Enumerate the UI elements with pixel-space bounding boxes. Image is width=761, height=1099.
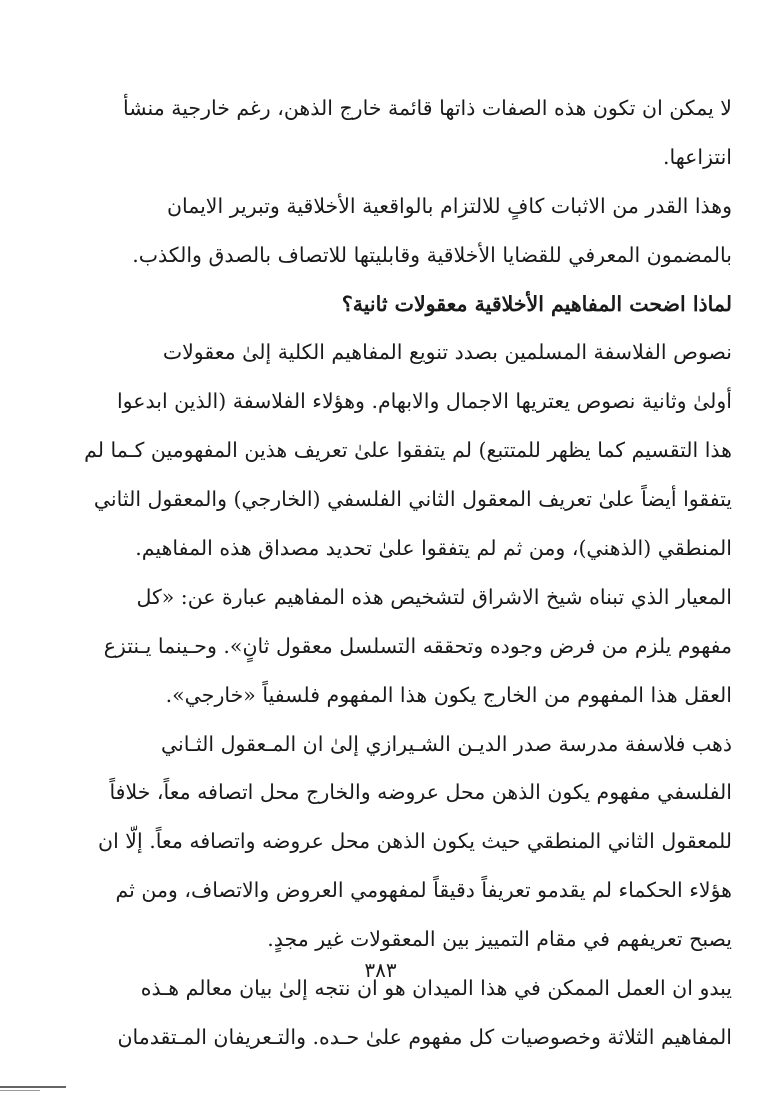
scan-edge-mark: [0, 1090, 40, 1091]
text-line: ذهب فلاسفة مدرسة صدر الديـن الشـيرازي إلىٰ ان المـعقول الثـاني: [160, 731, 732, 756]
text-line: يصبح تعريفهم في مقام التمييز بين المعقولات غير مجدٍ.: [267, 927, 732, 952]
text-line: وهذا القدر من الاثبات كافٍ للالتزام بالواقعية الأخلاقية وتبرير الايمان: [166, 193, 732, 218]
text-line: يبدو ان العمل الممكن في هذا الميدان هو ان نتجه إلىٰ بيان معالم هـذه: [140, 976, 732, 1001]
text-line: هذا التقسيم كما يظهر للمتتبع) لم يتفقوا علىٰ تعريف هذين المفهومين كـما لم: [84, 438, 732, 463]
text-line: أولىٰ وثانية نصوص يعتريها الاجمال والابهام. وهؤلاء الفلاسفة (الذين ابدعوا: [116, 389, 732, 414]
text-line: للمعقول الثاني المنطقي حيث يكون الذهن محل عروضه واتصافه معاً. إلّا ان: [98, 829, 732, 854]
page-number: ٣٨٣: [364, 958, 397, 982]
text-line: نصوص الفلاسفة المسلمين بصدد تنويع المفاهيم الكلية إلىٰ معقولات: [162, 340, 732, 365]
text-line: لا يمكن ان تكون هذه الصفات ذاتها قائمة خارج الذهن، رغم خارجية منشأ: [123, 96, 732, 120]
scan-edge-mark: [0, 1086, 66, 1088]
text-line: انتزاعها.: [662, 144, 732, 169]
text-line: المفاهيم الثلاثة وخصوصيات كل مفهوم علىٰ حـده. والتـعريفان المـتقدمان: [117, 1024, 732, 1049]
section-heading: لماذا اضحت المفاهيم الأخلاقية معقولات ثانية؟: [341, 291, 732, 316]
body-text: [64, 84, 732, 1062]
text-line: المعيار الذي تبناه شيخ الاشراق لتشخيص هذه المفاهيم عبارة عن: «كل: [136, 584, 732, 609]
text-line: هؤلاء الحكماء لم يقدمو تعريفاً دقيقاً لمفهومي العروض والاتصاف، ومن ثم: [115, 878, 732, 903]
text-line: يتفقوا أيضاً علىٰ تعريف المعقول الثاني الفلسفي (الخارجي) والمعقول الثاني: [93, 487, 732, 512]
text-line: الفلسفي مفهوم يكون الذهن محل عروضه والخارج محل اتصافه معاً، خلافاً: [109, 780, 732, 805]
text-line: مفهوم يلزم من فرض وجوده وتحققه التسلسل معقول ثانٍ». وحـينما يـنتزع: [103, 633, 732, 658]
text-line: بالمضمون المعرفي للقضايا الأخلاقية وقابليتها للاتصاف بالصدق والكذب.: [132, 242, 732, 267]
text-line: المنطقي (الذهني)، ومن ثم لم يتفقوا علىٰ تحديد مصداق هذه المفاهيم.: [135, 536, 732, 561]
text-line: العقل هذا المفهوم من الخارج يكون هذا المفهوم فلسفياً «خارجي».: [165, 682, 732, 707]
